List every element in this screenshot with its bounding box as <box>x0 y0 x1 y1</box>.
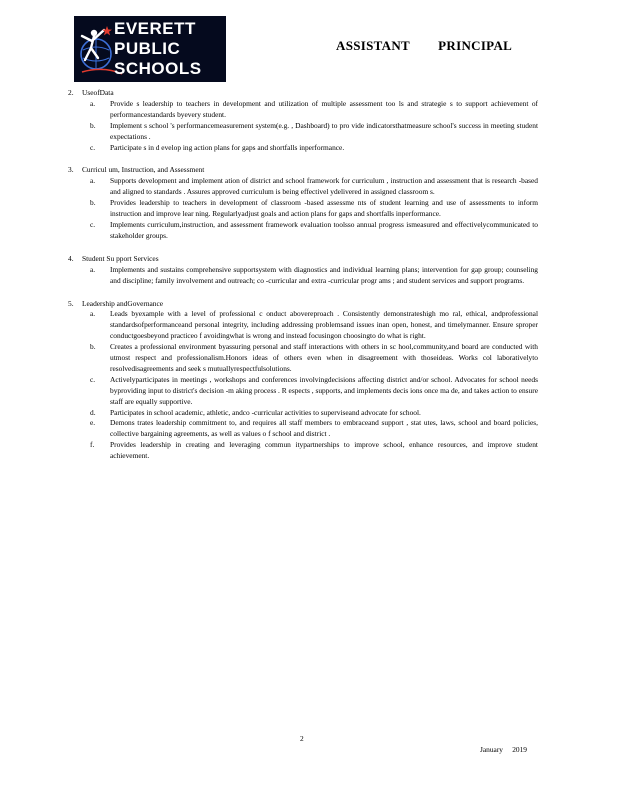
footer-date: January 2019 <box>480 745 528 754</box>
section-title: Curricul um, Instruction, and Assessment <box>82 165 205 175</box>
item-letter: a. <box>90 264 96 274</box>
item-letter: c. <box>90 142 96 152</box>
item-letter: b. <box>90 120 96 130</box>
section-number: 3. <box>68 165 74 175</box>
item-text: Demons trates leadership commitment to, and requires all staff members to embraceand support , stat utes, laws, school and board policies, collective bargaining agreements, as well as values o f school and district . <box>110 418 538 439</box>
item-text: Provide s leadership to teachers in development and utilization of multiple assessment too ls and strategie s to support achievement of performancestandards byevery student. <box>110 98 538 119</box>
list-item <box>90 220 538 242</box>
section-title: UseofData <box>82 88 114 97</box>
list-item <box>90 176 538 198</box>
item-text: Participate s in d evelop ing action plans for gaps and shortfalls inperformance. <box>110 142 345 152</box>
list-item <box>90 198 538 220</box>
item-text: Leads byexample with a level of professional c onduct abovereproach . Consistently demonstrateshigh mo ral, ethical, andprofessional standardsofperformanceand personal integrity, including addressing problemsand issues inan open, honest, and timelymanner. Ensure sproper conductgoesbeyond practiceo f avoidingwhat is wrong and instead focusingon choosingto do what is right. <box>110 309 538 341</box>
section-number: 2. <box>68 88 74 97</box>
item-text: Provides leadership to teachers in development of classroom -based assessme nts of student learning and use of assessments to inform instruction and improve lear ning. Regularlyadjust goals and action plans for gaps and shortfalls inperformance. <box>110 198 538 219</box>
list-item <box>90 265 538 287</box>
logo-word-3: SCHOOLS <box>114 59 202 78</box>
list-item <box>90 342 538 375</box>
document-title: ASSISTANT PRINCIPAL <box>336 38 513 53</box>
item-letter: f. <box>90 440 95 450</box>
section-title: Student Su pport Services <box>82 253 159 263</box>
list-item <box>90 309 538 342</box>
list-item <box>90 440 538 462</box>
list-item <box>90 408 538 419</box>
item-text: Implements curriculum,instruction, and assessment framework evaluation toolsso annual progress ismeasured and effectivelycommunicated to stakeholder groups. <box>110 219 538 240</box>
item-letter: c. <box>90 374 96 384</box>
section-curriculum <box>68 165 538 241</box>
item-text: Creates a professional environment byassuring personal and staff interactions with others in sc hool,community,and board are conducted with utmost respect and professionalism.Honors ideas of others even when in disagreement with thoseideas. Works col laborativelyto resolvedisagreements and seek s mutuallyrespectfulsolutions. <box>110 342 538 373</box>
item-letter: a. <box>90 309 96 319</box>
list-item <box>90 143 538 154</box>
item-letter: a. <box>90 176 96 186</box>
item-letter: a. <box>90 98 96 108</box>
item-text: Activelyparticipates in meetings , workshops and conferences involvingdecisions affecting district and/or school. Advocates for school needs byproviding input to district's decision -m aking process . R espects , supports, and implements decis ions once ma de, and takes action to ensure staff are equally supportive. <box>110 374 538 406</box>
section-number: 5. <box>68 298 74 308</box>
list-item <box>90 99 538 121</box>
list-item <box>90 418 538 440</box>
everett-public-schools-logo <box>74 16 226 82</box>
section-title: Leadership andGovernance <box>82 298 164 308</box>
logo-word-1: EVERETT <box>114 19 196 38</box>
page-number: 2 <box>300 734 304 743</box>
section-number: 4. <box>68 253 74 263</box>
item-letter: d. <box>90 407 96 417</box>
item-text: Supports development and implement ation of district and school framework for curriculum , instruction and assessment that is research -based and aligned to standards . Assures approved curriculum is being effectivel ydelivered in assigned classroom s. <box>110 176 538 197</box>
logo-word-2: PUBLIC <box>114 39 181 58</box>
item-letter: e. <box>90 418 96 428</box>
item-text: Provides leadership in creating and leveraging commun itypartnerships to improve school, enhance resources, and improve student achievement. <box>110 440 538 461</box>
item-letter: b. <box>90 198 96 208</box>
item-text: Implements and sustains comprehensive supportsystem with diagnostics and individual learning plans; intervention for gap group; counseling and discipline; family involvement and outreach; co -curricular and extra -curricular progr ams ; and student services and support programs. <box>110 264 538 285</box>
section-use-of-data <box>68 88 538 153</box>
document-body <box>68 88 538 474</box>
list-item <box>90 121 538 143</box>
list-item <box>90 375 538 408</box>
item-letter: c. <box>90 219 96 229</box>
item-letter: b. <box>90 342 96 352</box>
item-text: Implement s school 's performancemeasurement system(e.g. , Dashboard) to pro vide indicatorsthatmeasure school's success in meeting student expectations . <box>110 120 538 141</box>
section-student-support <box>68 254 538 287</box>
item-text: Participates in school academic, athletic, andco -curricular activities to superviseand advocate for school. <box>110 407 421 417</box>
section-leadership <box>68 299 538 463</box>
